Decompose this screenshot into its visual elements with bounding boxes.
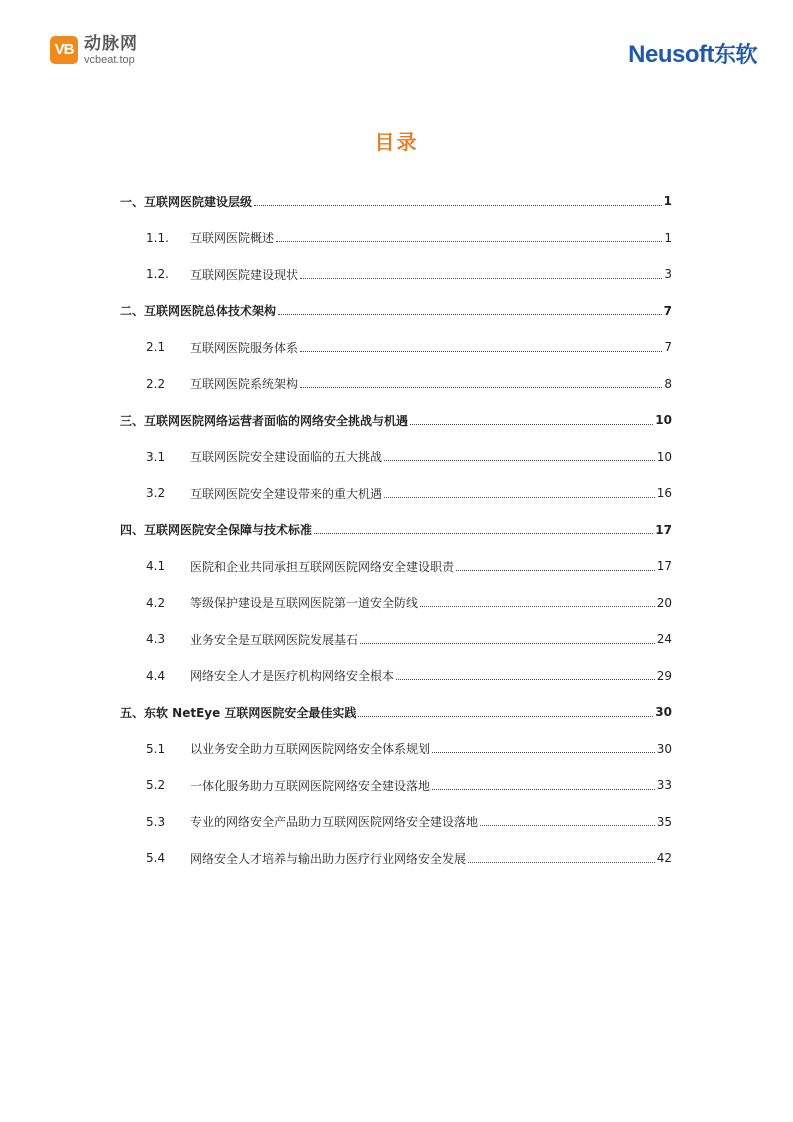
- toc-subsection-entry[interactable]: [120, 767, 672, 804]
- toc-leader-dots: [278, 314, 662, 315]
- toc-leader-dots: [468, 862, 655, 863]
- toc-subsection-entry[interactable]: [120, 804, 672, 841]
- toc-entry-label: 五、东软 NetEye 互联网医院安全最佳实践: [120, 705, 357, 720]
- toc-entry-label: 一体化服务助力互联网医院网络安全建设落地: [190, 778, 431, 793]
- toc-entry-page: 30: [656, 741, 672, 756]
- toc-leader-dots: [432, 789, 655, 790]
- toc-entry-page: 16: [656, 486, 672, 501]
- toc-leader-dots: [384, 497, 655, 498]
- toc-entry-number: 5.3: [146, 814, 166, 829]
- toc-entry-label: 互联网医院服务体系: [190, 340, 299, 355]
- toc-entry-page: 17: [656, 559, 672, 574]
- toc-entry-number: 4.1: [146, 559, 166, 574]
- toc-subsection-entry[interactable]: [120, 475, 672, 512]
- toc-subsection-entry[interactable]: [120, 585, 672, 622]
- toc-leader-dots: [384, 460, 655, 461]
- toc-subsection-entry[interactable]: [120, 329, 672, 366]
- toc-entry-page: 42: [656, 851, 672, 866]
- toc-entry-label: 一、互联网医院建设层级: [120, 194, 253, 209]
- toc-entry-page: 1: [663, 194, 672, 209]
- toc-entry-page: 35: [656, 814, 672, 829]
- toc-leader-dots: [456, 570, 655, 571]
- table-of-contents: [120, 183, 672, 877]
- toc-entry-label: 业务安全是互联网医院发展基石: [190, 632, 359, 647]
- toc-entry-label: 互联网医院系统架构: [190, 377, 299, 392]
- toc-subsection-entry[interactable]: [120, 548, 672, 585]
- toc-leader-dots: [276, 241, 662, 242]
- toc-entry-number: 4.2: [146, 595, 166, 610]
- toc-entry-page: 17: [655, 522, 672, 537]
- toc-subsection-entry[interactable]: [120, 366, 672, 403]
- toc-subsection-entry[interactable]: [120, 220, 672, 257]
- toc-leader-dots: [300, 351, 662, 352]
- toc-entry-number: 4.4: [146, 668, 166, 683]
- toc-leader-dots: [300, 278, 662, 279]
- toc-entry-number: 1.2.: [146, 267, 169, 282]
- toc-entry-page: 3: [664, 267, 672, 282]
- toc-section-entry[interactable]: [120, 694, 672, 731]
- toc-subsection-entry[interactable]: [120, 840, 672, 877]
- toc-subsection-entry[interactable]: [120, 731, 672, 768]
- neusoft-logo: [628, 38, 757, 69]
- toc-section-entry[interactable]: [120, 293, 672, 330]
- toc-section-entry[interactable]: [120, 512, 672, 549]
- toc-leader-dots: [432, 752, 655, 753]
- neusoft-logo-en: Neusoft: [628, 41, 714, 68]
- toc-entry-label: 三、互联网医院网络运营者面临的网络安全挑战与机遇: [120, 413, 409, 428]
- toc-entry-page: 20: [656, 595, 672, 610]
- toc-entry-label: 二、互联网医院总体技术架构: [120, 304, 277, 319]
- toc-leader-dots: [480, 825, 655, 826]
- vcbeat-logo-name: 动脉网: [84, 34, 138, 54]
- toc-subsection-entry[interactable]: [120, 658, 672, 695]
- toc-entry-number: 5.1: [146, 741, 166, 756]
- neusoft-logo-cn: 东软: [713, 43, 757, 68]
- toc-entry-number: 4.3: [146, 632, 166, 647]
- toc-entry-page: 24: [656, 632, 672, 647]
- toc-entry-number: 1.1.: [146, 230, 169, 245]
- toc-entry-number: 5.2: [146, 778, 166, 793]
- toc-entry-label: 互联网医院建设现状: [190, 267, 299, 282]
- toc-entry-page: 8: [664, 376, 672, 391]
- toc-entry-label: 互联网医院安全建设带来的重大机遇: [190, 486, 383, 501]
- toc-entry-number: 3.1: [146, 449, 166, 464]
- toc-section-entry[interactable]: [120, 402, 672, 439]
- toc-entry-label: 网络安全人才是医疗机构网络安全根本: [190, 669, 395, 684]
- toc-leader-dots: [360, 643, 655, 644]
- toc-entry-page: 1: [664, 230, 672, 245]
- toc-entry-label: 四、互联网医院安全保障与技术标准: [120, 523, 313, 538]
- toc-entry-number: 5.4: [146, 851, 166, 866]
- toc-title: 目录: [374, 130, 419, 154]
- toc-subsection-entry[interactable]: [120, 621, 672, 658]
- toc-entry-page: 10: [655, 413, 672, 428]
- toc-entry-label: 互联网医院概述: [190, 231, 275, 246]
- toc-entry-page: 10: [656, 449, 672, 464]
- toc-leader-dots: [254, 205, 662, 206]
- toc-subsection-entry[interactable]: [120, 439, 672, 476]
- vcbeat-logo-site: vcbeat.top: [84, 54, 135, 66]
- toc-leader-dots: [314, 533, 653, 534]
- toc-leader-dots: [420, 606, 655, 607]
- toc-entry-label: 专业的网络安全产品助力互联网医院网络安全建设落地: [190, 815, 479, 830]
- toc-entry-label: 网络安全人才培养与输出助力医疗行业网络安全发展: [190, 851, 467, 866]
- vcbeat-logo: [50, 34, 170, 68]
- toc-leader-dots: [410, 424, 653, 425]
- toc-entry-label: 以业务安全助力互联网医院网络安全体系规划: [190, 742, 431, 757]
- toc-entry-number: 2.1: [146, 340, 166, 355]
- toc-entry-label: 等级保护建设是互联网医院第一道安全防线: [190, 596, 419, 611]
- toc-entry-number: 3.2: [146, 486, 166, 501]
- toc-leader-dots: [300, 387, 662, 388]
- toc-entry-label: 互联网医院安全建设面临的五大挑战: [190, 450, 383, 465]
- toc-section-entry[interactable]: [120, 183, 672, 220]
- toc-entry-label: 医院和企业共同承担互联网医院网络安全建设职责: [190, 559, 455, 574]
- vcbeat-logo-mark: VB: [50, 36, 78, 64]
- toc-entry-page: 7: [664, 340, 672, 355]
- toc-subsection-entry[interactable]: [120, 256, 672, 293]
- toc-entry-page: 33: [656, 778, 672, 793]
- toc-leader-dots: [396, 679, 655, 680]
- toc-entry-number: 2.2: [146, 376, 166, 391]
- toc-entry-page: 30: [655, 705, 672, 720]
- toc-entry-page: 29: [656, 668, 672, 683]
- toc-leader-dots: [358, 716, 653, 717]
- toc-entry-page: 7: [663, 303, 672, 318]
